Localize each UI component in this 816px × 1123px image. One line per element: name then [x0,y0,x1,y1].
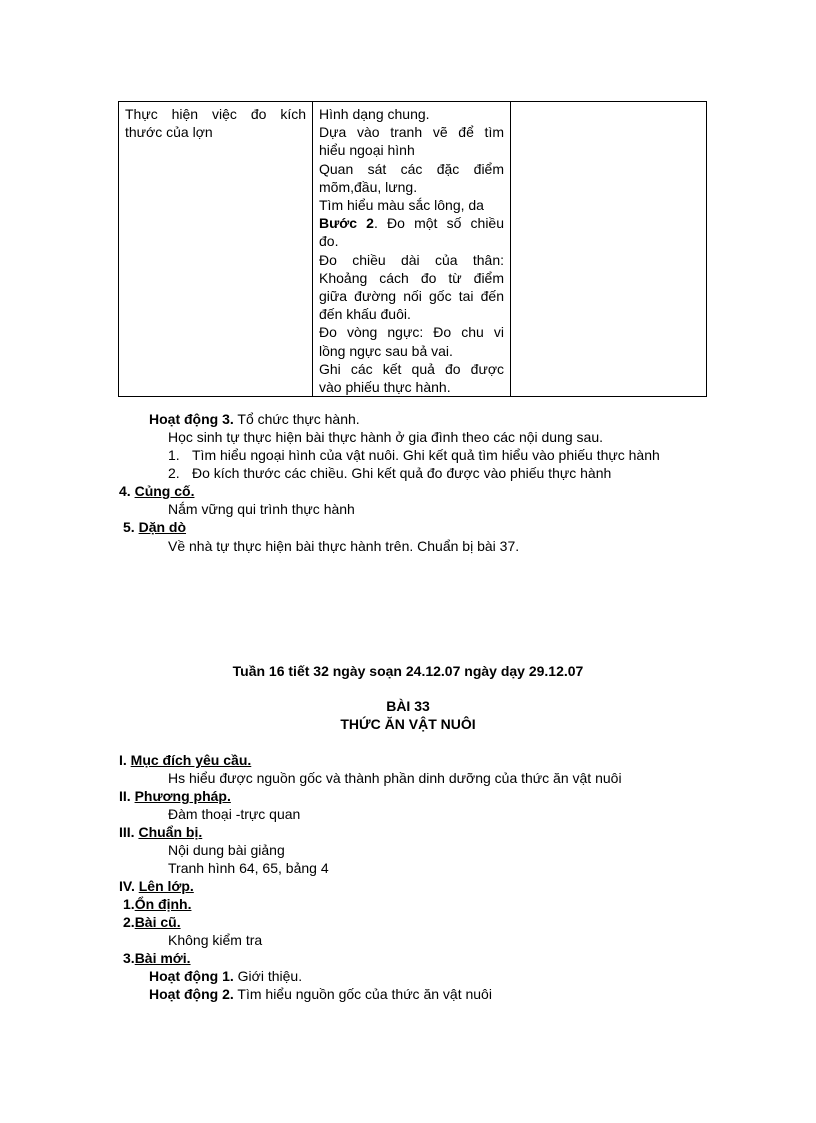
consolidate-text: Nắm vững qui trình thực hành [168,501,355,517]
section-label: Bài cũ. [134,914,181,930]
activity-label: Hoạt động 2. [149,986,234,1002]
cell-line: Ghi các kết quả đo được [319,360,504,377]
activity-3-intro: Học sinh tự thực hiện bài thực hành ở gia đình theo các nội dung sau. [168,429,604,445]
cell-line: Thực hiện việc đo kích [125,106,306,122]
cell-line: lồng ngực sau bả vai. [319,342,453,359]
section-number: 5. [123,519,139,535]
subsection-review [123,913,181,931]
table-cell-task [119,102,313,397]
cell-line: mõm,đầu, lưng. [319,178,418,195]
lesson-title [0,715,816,733]
activity-2 [149,985,492,1003]
section-label: Ổn định. [134,896,192,912]
section-number: 2. [123,914,135,930]
activity-3-heading [149,410,360,428]
section-number: II. [119,788,135,804]
activity-1 [149,967,302,985]
section-number: 3. [123,950,135,966]
section-number: III. [119,824,139,840]
consolidate-heading [119,482,194,500]
section-objectives [119,751,251,769]
method-text: Đàm thoại -trực quan [168,806,301,822]
table-row [119,102,707,397]
activity-label: Hoạt động 1. [149,968,234,984]
cell-line: Khoảng cách đo từ điểm [319,269,504,286]
cell-line: Đo vòng ngực: Đo chu vi [319,324,504,341]
cell-line: Hình dạng chung. [319,106,430,122]
cell-line: đo. [319,233,339,250]
section-method [119,787,231,805]
section-label: Mục đích yêu cầu. [130,752,252,768]
step-text: . Đo một số chiều [373,215,505,232]
section-label: Củng cố. [134,483,195,499]
cell-line: đến khấu đuôi. [319,306,411,323]
lesson-title-text: THỨC ĂN VẬT NUÔI [340,716,476,732]
list-text: Đo kích thước các chiều. Ghi kết quả đo được vào phiếu thực hành [192,465,612,481]
practice-table [118,101,707,397]
list-item [168,464,611,482]
objectives-text: Hs hiểu được nguồn gốc và thành phần dinh dưỡng của thức ăn vật nuôi [168,770,622,786]
cell-line: hiểu ngoại hình [319,142,415,159]
section-label: Bài mới. [134,950,191,966]
lesson-number-text: BÀI 33 [386,698,430,714]
activity-text: Tìm hiểu nguồn gốc của thức ăn vật nuôi [233,986,492,1002]
section-number: IV. [119,878,139,894]
section-label: Lên lớp. [138,878,194,894]
cell-line: giữa đường nối gốc tai đến [319,288,504,305]
list-text: Tìm hiểu ngoại hình của vật nuôi. Ghi kết quả tìm hiểu vào phiếu thực hành [192,447,660,463]
section-label: Dặn dò [138,519,187,535]
subsection-new-lesson [123,949,191,967]
section-preparation [119,823,202,841]
homework-text: Về nhà tự thực hiện bài thực hành trên. Chuẩn bị bài 37. [168,538,520,554]
cell-line: Quan sát các đặc điểm [319,160,504,177]
cell-line: Đo chiều dài của thân: [319,251,504,268]
preparation-line: Nội dung bài giảng [168,842,285,858]
cell-line: thước của lợn [125,124,213,141]
list-number: 2. [168,465,180,481]
cell-line: Dựa vào tranh vẽ để tìm [319,124,504,141]
table-cell-content [313,102,511,397]
cell-line: vào phiếu thực hành. [319,379,451,396]
list-number: 1. [168,447,180,463]
section-number: 1. [123,896,135,912]
lesson-header [0,662,816,680]
section-lesson [119,877,194,895]
activity-label: Hoạt động 3. [149,411,234,427]
activity-text: Tổ chức thực hành. [233,411,360,427]
step-label: Bước 2 [319,215,374,232]
homework-heading [123,518,186,536]
list-item [168,446,660,464]
review-text: Không kiểm tra [168,932,263,948]
activity-text: Giới thiệu. [233,968,303,984]
subsection-stabilize [123,895,191,913]
lesson-number [0,697,816,715]
section-label: Phương pháp. [134,788,231,804]
lesson-header-text: Tuần 16 tiết 32 ngày soạn 24.12.07 ngày dạy 29.12.07 [232,663,584,679]
cell-line-step [319,214,504,232]
section-number: I. [119,752,131,768]
table-cell-empty [511,102,707,397]
preparation-line: Tranh hình 64, 65, bảng 4 [168,860,329,876]
section-number: 4. [119,483,135,499]
section-label: Chuẩn bị. [138,824,203,840]
cell-line: Tìm hiểu màu sắc lông, da [319,197,484,214]
